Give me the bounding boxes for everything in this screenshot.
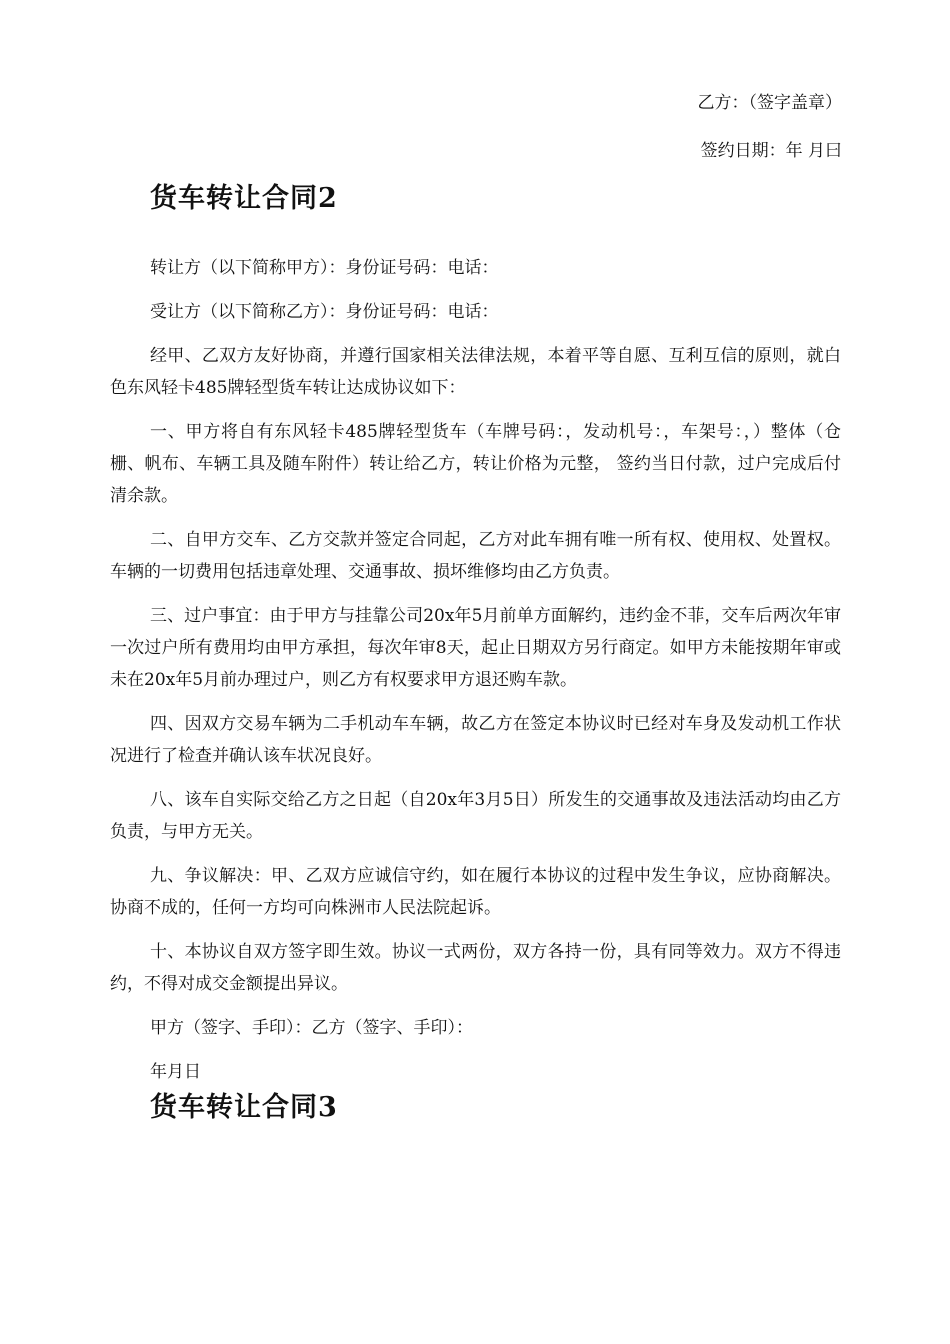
signature-line: 甲方（签字、手印）：乙方（签字、手印）： [150, 1018, 473, 1038]
transferor-line: 转让方（以下简称甲方）：身份证号码：电话： [150, 258, 499, 278]
contract-3-title: 货车转让合同3 [150, 1092, 338, 1123]
clause-4: 四、因双方交易车辆为二手机动车车辆，故乙方在签定本协议时已经对车身及发动机工作状况进行了检查并确认该车状况良好。 [110, 714, 841, 766]
clause-2: 二、自甲方交车、乙方交款并签定合同起，乙方对此车拥有唯一所有权、使用权、处置权。车辆的一切费用包括违章处理、交通事故、损坏维修均由乙方负责。 [110, 530, 841, 582]
clause-9: 九、争议解决：甲、乙双方应诚信守约，如在履行本协议的过程中发生争议，应协商解决。协商不成的，任何一方均可向株洲市人民法院起诉。 [110, 866, 841, 918]
date-line: 年月日 [150, 1062, 201, 1082]
clause-3: 三、过户事宜：由于甲方与挂靠公司20x年5月前单方面解约，违约金不菲，交车后两次年审一次过户所有费用均由甲方承担，每次年审8天，起止日期双方另行商定。如甲方未能按期年审或未在20x年5月前办理过户，则乙方有权要求甲方退还购车款。 [110, 606, 841, 690]
clause-8: 八、该车自实际交给乙方之日起（自20x年3月5日）所发生的交通事故及违法活动均由乙方负责，与甲方无关。 [110, 790, 841, 842]
contract-2-title: 货车转让合同2 [150, 183, 338, 214]
intro-paragraph: 经甲、乙双方友好协商，并遵行国家相关法律法规，本着平等自愿、互利互信的原则，就白色东风轻卡485牌轻型货车转让达成协议如下： [110, 346, 841, 398]
contract-2-body [110, 252, 841, 1100]
sign-date-line: 签约日期：年 月曰 [700, 141, 842, 161]
clause-1: 一、甲方将自有东风轻卡485牌轻型货车（车牌号码：，发动机号：，车架号：，）整体（仓栅、帆布、车辆工具及随车附件）转让给乙方，转让价格为元整， 签约当日付款，过户完成后付清余款。 [110, 422, 841, 506]
transferee-line: 受让方（以下简称乙方）：身份证号码：电话： [150, 302, 499, 322]
party-b-signature-line: 乙方：（签字盖章） [697, 93, 842, 113]
clause-10: 十、本协议自双方签字即生效。协议一式两份，双方各持一份，具有同等效力。双方不得违约，不得对成交金额提出异议。 [110, 942, 841, 994]
